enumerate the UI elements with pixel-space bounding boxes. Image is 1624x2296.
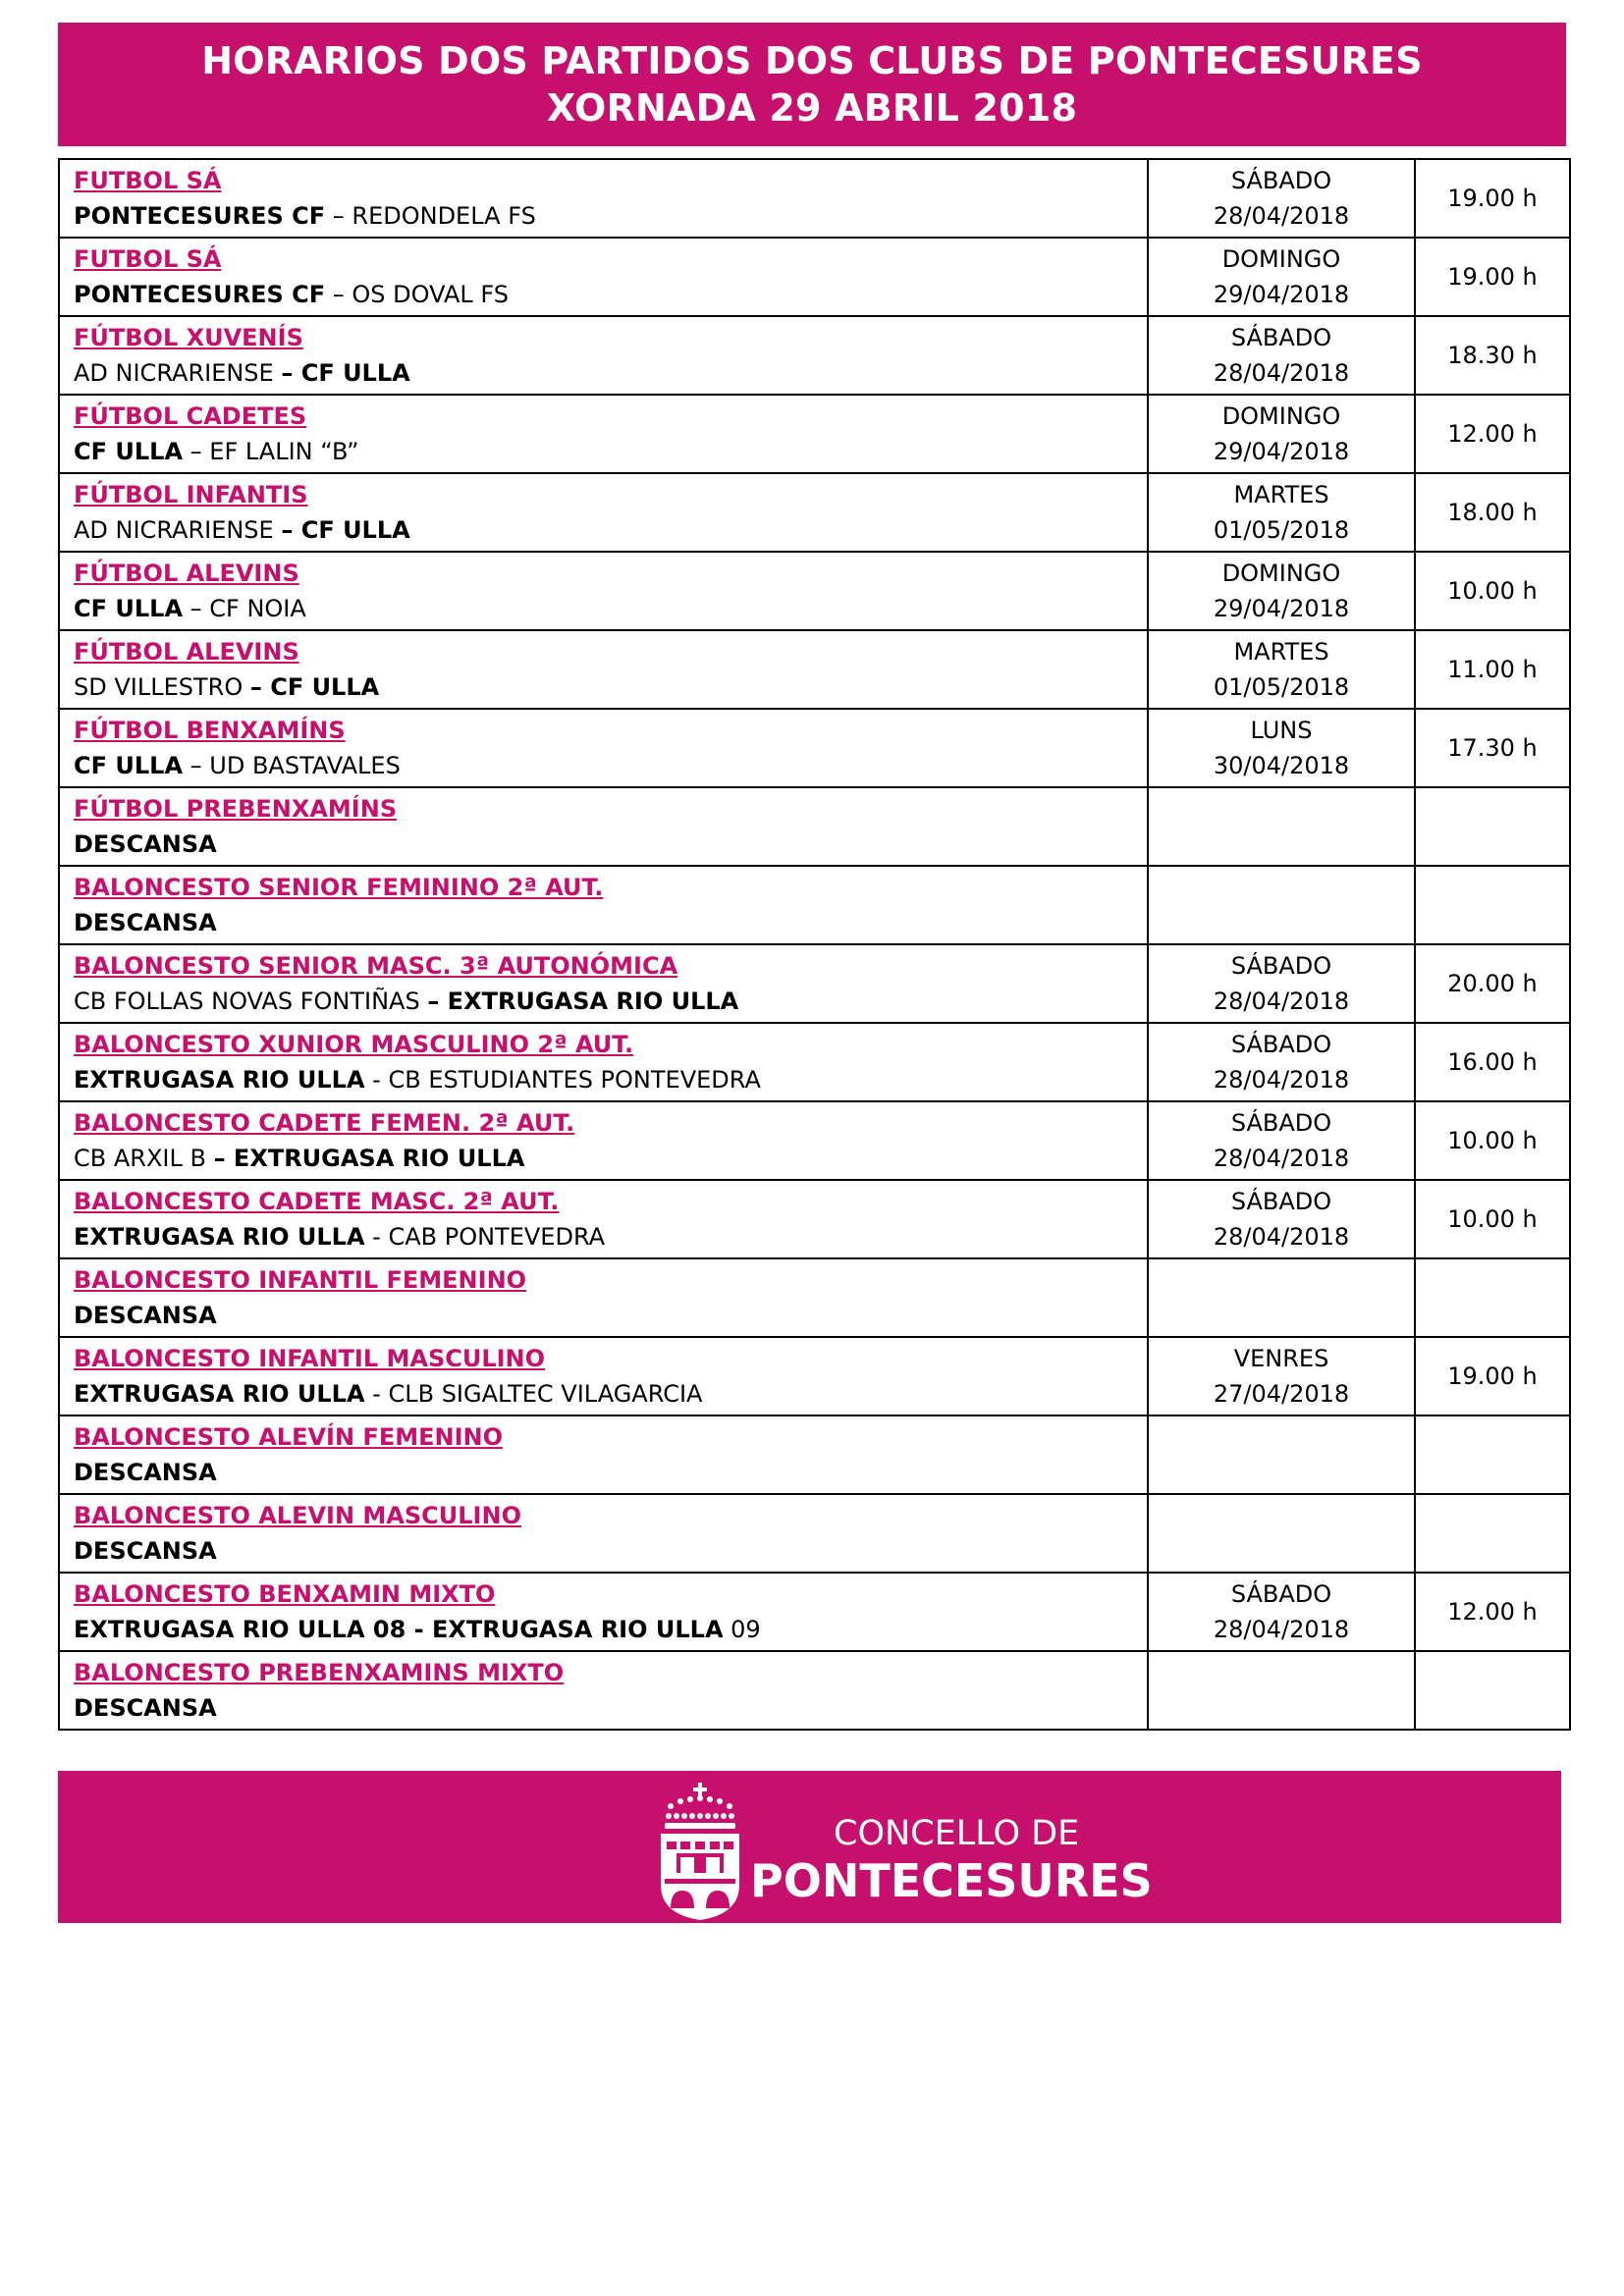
match-teams (74, 905, 1147, 940)
category-link[interactable]: FUTBOL SÁ (74, 245, 222, 273)
table-row (59, 552, 1570, 630)
team-text: – OS DOVAL FS (325, 281, 510, 308)
team-text: PONTECESURES CF (74, 281, 326, 308)
event-cell (59, 1651, 1148, 1730)
event-cell (59, 395, 1148, 473)
match-day: MARTES (1233, 481, 1329, 508)
event-cell (59, 238, 1148, 316)
match-time: 12.00 h (1447, 1598, 1538, 1626)
team-text: – UD BASTAVALES (183, 752, 401, 779)
event-cell (59, 866, 1148, 944)
match-date: 28/04/2018 (1213, 1223, 1350, 1251)
match-day: MARTES (1233, 638, 1329, 666)
match-date: 01/05/2018 (1213, 673, 1350, 701)
footer-line1: CONCELLO DE (834, 1814, 1080, 1853)
date-cell (1148, 473, 1415, 552)
time-cell (1415, 709, 1570, 787)
event-cell (59, 1573, 1148, 1651)
footer-banner (58, 1771, 1561, 1923)
table-row (59, 1258, 1570, 1337)
team-text: AD NICRARIENSE (74, 359, 282, 387)
table-row (59, 1651, 1570, 1730)
event-cell (59, 944, 1148, 1023)
category-link[interactable]: BALONCESTO ALEVÍN FEMENINO (74, 1423, 503, 1451)
match-time: 10.00 h (1447, 1205, 1538, 1233)
event-cell (59, 709, 1148, 787)
team-text: DESCANSA (74, 1302, 217, 1329)
schedule-table (58, 158, 1571, 1731)
time-cell (1415, 238, 1570, 316)
table-row (59, 395, 1570, 473)
match-date: 29/04/2018 (1213, 595, 1350, 622)
match-teams (74, 1376, 1147, 1412)
date-cell (1148, 1415, 1415, 1494)
match-time: 11.00 h (1447, 656, 1538, 683)
team-text: DESCANSA (74, 1537, 217, 1565)
match-date: 27/04/2018 (1213, 1380, 1350, 1408)
time-cell (1415, 1494, 1570, 1573)
time-cell (1415, 787, 1570, 866)
match-day: DOMINGO (1221, 560, 1341, 587)
match-teams (74, 198, 1147, 234)
table-row (59, 1415, 1570, 1494)
category-link[interactable]: BALONCESTO INFANTIL FEMENINO (74, 1266, 527, 1294)
date-cell (1148, 1494, 1415, 1573)
table-row (59, 787, 1570, 866)
team-text: CF ULLA (74, 595, 184, 622)
event-cell (59, 630, 1148, 709)
table-row (59, 238, 1570, 316)
date-cell (1148, 1180, 1415, 1258)
match-date: 28/04/2018 (1213, 1066, 1350, 1094)
team-text: DESCANSA (74, 1459, 217, 1486)
event-cell (59, 1180, 1148, 1258)
team-text: AD NICRARIENSE (74, 516, 282, 544)
footer-line2: PONTECESURES (750, 1854, 1153, 1907)
match-teams (74, 1298, 1147, 1333)
time-cell (1415, 1337, 1570, 1415)
match-teams (74, 277, 1147, 312)
category-link[interactable]: BALONCESTO ALEVIN MASCULINO (74, 1502, 521, 1529)
team-text: CB ARXIL B (74, 1145, 214, 1172)
match-teams (74, 1455, 1147, 1490)
team-text: DESCANSA (74, 909, 217, 936)
team-text: – CF ULLA (281, 516, 410, 544)
date-cell (1148, 787, 1415, 866)
table-row (59, 630, 1570, 709)
event-cell (59, 552, 1148, 630)
table-row (59, 866, 1570, 944)
match-day: SÁBADO (1230, 1031, 1332, 1058)
category-link[interactable]: FÚTBOL ALEVINS (74, 560, 299, 587)
match-date: 28/04/2018 (1213, 988, 1350, 1015)
event-cell (59, 159, 1148, 238)
category-link[interactable]: BALONCESTO SENIOR FEMININO 2ª AUT. (74, 874, 604, 901)
match-day: VENRES (1233, 1345, 1329, 1372)
match-teams (74, 355, 1147, 391)
time-cell (1415, 1651, 1570, 1730)
time-cell (1415, 395, 1570, 473)
team-text: PONTECESURES CF (74, 202, 326, 230)
match-date: 29/04/2018 (1213, 438, 1350, 465)
date-cell (1148, 159, 1415, 238)
date-cell (1148, 1023, 1415, 1101)
match-time: 19.00 h (1447, 1362, 1538, 1390)
category-link[interactable]: FUTBOL SÁ (74, 167, 222, 194)
team-text: - CB ESTUDIANTES PONTEVEDRA (364, 1066, 761, 1094)
team-text: DESCANSA (74, 830, 217, 858)
category-link[interactable]: BALONCESTO INFANTIL MASCULINO (74, 1345, 546, 1372)
category-link[interactable]: FÚTBOL INFANTIS (74, 481, 308, 508)
team-text: SD VILLESTRO (74, 673, 250, 701)
date-cell (1148, 630, 1415, 709)
team-text: CF ULLA (74, 752, 184, 779)
match-day: LUNS (1250, 717, 1313, 744)
match-teams (74, 1533, 1147, 1569)
match-day: SÁBADO (1230, 167, 1332, 194)
match-day: SÁBADO (1230, 1109, 1332, 1137)
match-day: SÁBADO (1230, 324, 1332, 351)
date-cell (1148, 238, 1415, 316)
time-cell (1415, 1258, 1570, 1337)
date-cell (1148, 1258, 1415, 1337)
match-date: 28/04/2018 (1213, 359, 1350, 387)
event-cell (59, 787, 1148, 866)
event-cell (59, 1101, 1148, 1180)
table-row (59, 1494, 1570, 1573)
time-cell (1415, 1573, 1570, 1651)
match-day: SÁBADO (1230, 952, 1332, 980)
time-cell (1415, 1101, 1570, 1180)
match-teams (74, 669, 1147, 705)
match-teams (74, 512, 1147, 548)
category-link[interactable]: FÚTBOL XUVENÍS (74, 324, 303, 351)
table-row (59, 1101, 1570, 1180)
category-link[interactable]: FÚTBOL ALEVINS (74, 638, 299, 666)
match-time: 20.00 h (1447, 970, 1538, 997)
match-date: 28/04/2018 (1213, 202, 1350, 230)
match-day: SÁBADO (1230, 1188, 1332, 1215)
team-text: - CLB SIGALTEC VILAGARCIA (364, 1380, 703, 1408)
category-link[interactable]: BALONCESTO BENXAMIN MIXTO (74, 1580, 496, 1608)
page-header (58, 23, 1566, 146)
category-link[interactable]: BALONCESTO SENIOR MASC. 3ª AUTONÓMICA (74, 952, 678, 980)
date-cell (1148, 316, 1415, 395)
date-cell (1148, 866, 1415, 944)
event-cell (59, 1415, 1148, 1494)
match-teams (74, 1062, 1147, 1097)
table-row (59, 316, 1570, 395)
table-row (59, 1180, 1570, 1258)
team-text: DESCANSA (74, 1694, 217, 1722)
time-cell (1415, 1023, 1570, 1101)
table-row (59, 1337, 1570, 1415)
team-text: EXTRUGASA RIO ULLA (74, 1380, 365, 1408)
team-text: – REDONDELA FS (325, 202, 536, 230)
team-text: – EXTRUGASA RIO ULLA (213, 1145, 525, 1172)
event-cell (59, 473, 1148, 552)
date-cell (1148, 1573, 1415, 1651)
match-date: 28/04/2018 (1213, 1616, 1350, 1643)
schedule-body (59, 159, 1570, 1730)
date-cell (1148, 709, 1415, 787)
match-time: 18.30 h (1447, 342, 1538, 369)
match-day: DOMINGO (1221, 402, 1341, 430)
event-cell (59, 1258, 1148, 1337)
time-cell (1415, 159, 1570, 238)
match-date: 28/04/2018 (1213, 1145, 1350, 1172)
match-time: 10.00 h (1447, 577, 1538, 605)
team-text: – EF LALIN “B” (183, 438, 359, 465)
match-day: SÁBADO (1230, 1580, 1332, 1608)
pontecesures-crest-icon (651, 1771, 749, 1923)
time-cell (1415, 316, 1570, 395)
team-text: EXTRUGASA RIO ULLA 08 - EXTRUGASA RIO ULLA (74, 1616, 724, 1643)
time-cell (1415, 944, 1570, 1023)
time-cell (1415, 473, 1570, 552)
team-text: CB FOLLAS NOVAS FONTIÑAS (74, 988, 428, 1015)
event-cell (59, 1023, 1148, 1101)
category-link[interactable]: FÚTBOL BENXAMÍNS (74, 717, 346, 744)
event-cell (59, 1337, 1148, 1415)
match-time: 16.00 h (1447, 1048, 1538, 1076)
category-link[interactable]: BALONCESTO CADETE FEMEN. 2ª AUT. (74, 1109, 575, 1137)
match-time: 18.00 h (1447, 499, 1538, 526)
match-time: 19.00 h (1447, 263, 1538, 291)
page-title: HORARIOS DOS PARTIDOS DOS CLUBS DE PONTECESURES (201, 39, 1423, 82)
team-text: CF ULLA (74, 438, 184, 465)
category-link[interactable]: FÚTBOL CADETES (74, 402, 307, 430)
date-cell (1148, 552, 1415, 630)
team-text: – CF NOIA (183, 595, 306, 622)
team-text: – EXTRUGASA RIO ULLA (427, 988, 739, 1015)
match-teams (74, 748, 1147, 783)
page-subtitle: XORNADA 29 ABRIL 2018 (546, 86, 1078, 130)
date-cell (1148, 1651, 1415, 1730)
match-teams (74, 1612, 1147, 1647)
match-time: 17.30 h (1447, 734, 1538, 762)
match-date: 29/04/2018 (1213, 281, 1350, 308)
time-cell (1415, 866, 1570, 944)
table-row (59, 473, 1570, 552)
match-date: 30/04/2018 (1213, 752, 1350, 779)
table-row (59, 1023, 1570, 1101)
table-row (59, 709, 1570, 787)
match-day: DOMINGO (1221, 245, 1341, 273)
time-cell (1415, 1415, 1570, 1494)
match-teams (74, 1690, 1147, 1726)
match-time: 10.00 h (1447, 1127, 1538, 1154)
match-teams (74, 1219, 1147, 1255)
team-text: – CF ULLA (281, 359, 410, 387)
match-time: 19.00 h (1447, 185, 1538, 212)
match-teams (74, 591, 1147, 626)
match-teams (74, 434, 1147, 469)
date-cell (1148, 1101, 1415, 1180)
match-teams (74, 1141, 1147, 1176)
team-text: – CF ULLA (249, 673, 380, 701)
match-time: 12.00 h (1447, 420, 1538, 448)
date-cell (1148, 1337, 1415, 1415)
team-text: - CAB PONTEVEDRA (364, 1223, 606, 1251)
match-teams (74, 984, 1147, 1019)
table-row (59, 159, 1570, 238)
category-link[interactable]: FÚTBOL PREBENXAMÍNS (74, 795, 398, 823)
category-link[interactable]: BALONCESTO CADETE MASC. 2ª AUT. (74, 1188, 560, 1215)
category-link[interactable]: BALONCESTO PREBENXAMINS MIXTO (74, 1659, 565, 1686)
event-cell (59, 316, 1148, 395)
time-cell (1415, 552, 1570, 630)
category-link[interactable]: BALONCESTO XUNIOR MASCULINO 2ª AUT. (74, 1031, 634, 1058)
team-text: EXTRUGASA RIO ULLA (74, 1223, 365, 1251)
date-cell (1148, 395, 1415, 473)
match-date: 01/05/2018 (1213, 516, 1350, 544)
match-teams (74, 827, 1147, 862)
table-row (59, 944, 1570, 1023)
table-row (59, 1573, 1570, 1651)
time-cell (1415, 630, 1570, 709)
time-cell (1415, 1180, 1570, 1258)
date-cell (1148, 944, 1415, 1023)
event-cell (59, 1494, 1148, 1573)
team-text: EXTRUGASA RIO ULLA (74, 1066, 365, 1094)
team-text: 09 (723, 1616, 761, 1643)
